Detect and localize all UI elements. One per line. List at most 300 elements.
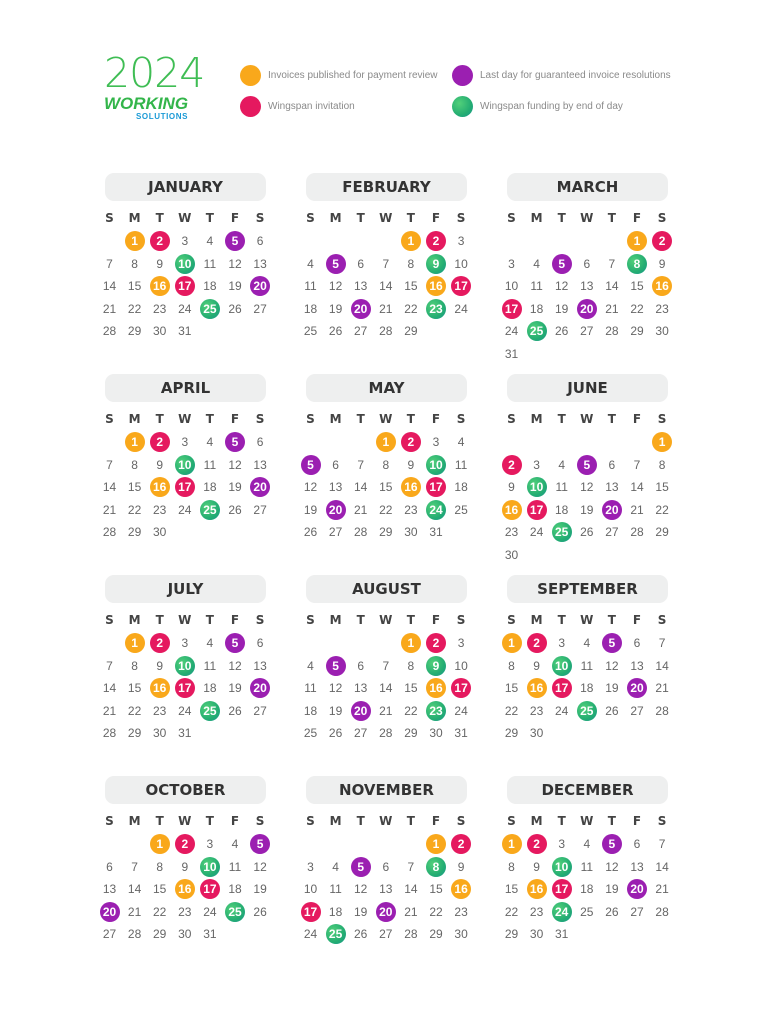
day-cell-marked: 5 (225, 231, 245, 251)
day-cell-marked: 16 (401, 477, 421, 497)
day-cell: 21 (102, 502, 117, 517)
weekday-label: M (329, 814, 342, 828)
weekday-label: S (507, 814, 516, 828)
day-cell-marked: 16 (451, 879, 471, 899)
weekday-label: T (356, 814, 365, 828)
day-cell: 14 (102, 681, 117, 695)
day-cell-marked: 1 (401, 633, 421, 653)
day-cell: 7 (106, 256, 113, 271)
weekday-label: S (456, 211, 466, 225)
legend-label: Wingspan funding by end of day (480, 101, 623, 112)
day-cell-marked: 17 (175, 477, 195, 497)
day-cell-marked: 25 (200, 299, 220, 319)
weekday-label: T (356, 211, 365, 225)
weekday-label: T (557, 814, 566, 828)
weekday-header (298, 814, 473, 830)
day-cell-marked: 17 (301, 902, 321, 922)
day-cell: 13 (580, 279, 594, 293)
day-cell: 27 (253, 703, 267, 718)
day-cell: 6 (332, 457, 339, 472)
weekday-label: T (406, 613, 415, 627)
day-cell: 3 (558, 837, 566, 851)
weekday-label: F (632, 613, 642, 627)
day-cell: 13 (253, 658, 267, 673)
day-cell-marked: 10 (527, 477, 547, 497)
day-cell-marked: 1 (502, 633, 522, 653)
weekday-label: M (329, 211, 342, 225)
day-cell: 4 (231, 837, 239, 851)
day-cell: 11 (304, 279, 317, 293)
day-cell: 31 (178, 324, 192, 338)
day-cell: 14 (127, 882, 142, 896)
weekday-label: S (105, 412, 114, 426)
day-cell-marked: 10 (552, 656, 572, 676)
day-cell: 30 (655, 324, 669, 338)
weekday-label: S (306, 211, 315, 225)
year-title: 2024 (104, 49, 205, 97)
day-cell: 11 (203, 256, 217, 271)
day-cell: 24 (178, 301, 192, 316)
day-cell: 13 (630, 658, 644, 673)
day-cell: 15 (504, 882, 519, 896)
day-cell-marked: 16 (426, 276, 446, 296)
day-cell-marked: 2 (527, 834, 547, 854)
day-cell: 4 (332, 859, 339, 874)
weekday-label: F (230, 211, 240, 225)
month-title: JUNE (507, 374, 668, 402)
day-cell: 28 (354, 525, 368, 539)
day-cell-marked: 16 (527, 879, 547, 899)
day-cell: 9 (533, 658, 540, 673)
day-cell: 29 (127, 726, 142, 740)
day-cell: 22 (655, 502, 669, 517)
weekday-label: S (255, 211, 265, 225)
weekday-label: F (431, 211, 441, 225)
month-title: OCTOBER (105, 776, 266, 804)
company-logo-sub: SOLUTIONS (136, 112, 189, 121)
day-cell: 26 (228, 301, 242, 316)
day-cell: 7 (106, 658, 113, 673)
day-cell: 30 (178, 927, 192, 941)
day-cell: 26 (303, 525, 318, 539)
day-cell: 14 (354, 480, 368, 494)
day-cell: 27 (328, 525, 343, 539)
day-cell: 14 (655, 658, 669, 673)
day-cell: 27 (580, 324, 594, 338)
weekday-label: M (530, 211, 543, 225)
weekday-label: S (507, 412, 516, 426)
day-cell: 18 (328, 904, 343, 919)
weekday-label: S (255, 613, 265, 627)
weekday-label: T (356, 412, 365, 426)
day-cell: 18 (303, 301, 318, 316)
day-cell: 26 (228, 703, 242, 718)
weekday-label: F (431, 412, 441, 426)
day-cell: 7 (608, 256, 616, 271)
weekday-label: S (657, 613, 667, 627)
day-cell: 8 (156, 859, 164, 874)
day-cell-marked: 1 (652, 432, 672, 452)
month-title: DECEMBER (507, 776, 668, 804)
day-cell-marked: 16 (527, 678, 547, 698)
day-cell-marked: 2 (451, 834, 471, 854)
day-cell: 6 (633, 837, 641, 851)
day-cell: 24 (454, 301, 468, 316)
day-cell: 21 (102, 703, 117, 718)
weekday-label: T (557, 412, 566, 426)
day-cell-marked: 5 (326, 254, 346, 274)
day-cell: 19 (580, 502, 594, 517)
day-cell: 21 (404, 904, 418, 919)
day-cell-marked: 5 (225, 633, 245, 653)
day-cell: 23 (655, 301, 669, 316)
day-cell: 21 (102, 301, 117, 316)
month-title: JANUARY (105, 173, 266, 201)
weekday-label: T (406, 814, 415, 828)
weekday-label: M (530, 814, 543, 828)
day-cell: 7 (407, 859, 415, 874)
weekday-label: T (607, 613, 616, 627)
day-cell: 24 (555, 703, 569, 718)
day-cell: 11 (454, 457, 468, 472)
day-cell: 12 (228, 658, 242, 673)
day-cell: 14 (379, 279, 393, 293)
day-cell: 22 (379, 502, 393, 517)
day-cell-marked: 17 (200, 879, 220, 899)
day-cell: 3 (181, 234, 189, 248)
weekday-label: M (329, 613, 342, 627)
day-cell: 30 (529, 726, 544, 740)
weekday-label: T (155, 412, 164, 426)
day-cell: 23 (529, 703, 544, 718)
day-cell: 13 (379, 882, 393, 896)
day-cell-marked: 2 (150, 633, 170, 653)
day-cell: 22 (127, 301, 142, 316)
day-cell-marked: 16 (502, 500, 522, 520)
day-cell: 4 (206, 636, 214, 650)
day-cell: 7 (658, 636, 666, 650)
legend-item-last-day-resolutions (452, 65, 671, 86)
legend-item-invoices-published (240, 65, 438, 86)
day-cell: 28 (127, 927, 142, 941)
month-title: MARCH (507, 173, 668, 201)
day-cell-marked: 10 (175, 656, 195, 676)
day-cell-marked: 25 (225, 902, 245, 922)
weekday-header (97, 814, 272, 830)
day-cell: 10 (504, 279, 519, 293)
day-cell: 28 (102, 726, 117, 740)
day-cell: 11 (228, 859, 242, 874)
day-cell: 23 (153, 502, 167, 517)
day-cell-marked: 5 (250, 834, 270, 854)
day-cell-marked: 17 (451, 276, 471, 296)
day-cell: 21 (655, 882, 669, 896)
day-cell: 27 (253, 502, 267, 517)
day-cell: 15 (655, 480, 669, 494)
day-cell-marked: 1 (426, 834, 446, 854)
day-cell: 12 (328, 279, 343, 293)
day-cell-marked: 20 (627, 879, 647, 899)
weekday-label: S (255, 814, 265, 828)
weekday-label: M (530, 412, 543, 426)
weekday-header (97, 211, 272, 227)
day-cell: 19 (605, 882, 619, 896)
day-cell: 18 (580, 882, 594, 896)
day-cell: 27 (253, 301, 267, 316)
day-cell: 9 (156, 658, 164, 673)
month-title: AUGUST (306, 575, 467, 603)
day-cell: 27 (379, 927, 393, 941)
day-cell-marked: 24 (552, 902, 572, 922)
day-cell-marked: 20 (100, 902, 120, 922)
weekday-label: F (230, 412, 240, 426)
day-cell: 3 (181, 636, 189, 650)
weekday-header (298, 613, 473, 629)
day-cell: 30 (529, 927, 544, 941)
day-cell: 7 (357, 457, 365, 472)
weekday-label: W (379, 814, 393, 828)
day-cell: 29 (404, 726, 418, 740)
day-cell: 29 (153, 927, 167, 941)
day-cell: 6 (106, 859, 113, 874)
day-cell: 3 (432, 435, 440, 449)
day-cell-marked: 1 (502, 834, 522, 854)
day-cell: 9 (156, 256, 164, 271)
day-cell: 14 (102, 480, 117, 494)
month-title: SEPTEMBER (507, 575, 668, 603)
day-cell-marked: 16 (652, 276, 672, 296)
day-cell: 27 (630, 904, 644, 919)
day-cell: 4 (206, 234, 214, 248)
weekday-header (97, 613, 272, 629)
day-cell: 10 (303, 882, 318, 896)
day-cell-marked: 1 (401, 231, 421, 251)
weekday-label: S (105, 613, 114, 627)
legend-dot-green-icon (452, 96, 473, 117)
day-cell-marked: 24 (426, 500, 446, 520)
day-cell: 15 (404, 681, 418, 695)
day-cell: 8 (658, 457, 666, 472)
day-cell: 24 (504, 324, 519, 338)
day-cell: 13 (253, 457, 267, 472)
day-cell: 31 (429, 525, 443, 539)
day-cell-marked: 5 (552, 254, 572, 274)
day-cell: 15 (153, 882, 167, 896)
day-cell-marked: 2 (426, 633, 446, 653)
day-cell-marked: 2 (175, 834, 195, 854)
day-cell: 9 (156, 457, 164, 472)
day-cell: 26 (555, 324, 569, 338)
day-cell: 21 (354, 502, 368, 517)
day-cell: 8 (407, 256, 415, 271)
day-cell: 18 (555, 502, 569, 517)
day-cell: 8 (131, 457, 138, 472)
weekday-label: S (456, 412, 466, 426)
day-cell: 6 (357, 658, 365, 673)
day-cell: 28 (605, 324, 619, 338)
day-cell: 10 (454, 256, 468, 271)
day-cell: 19 (328, 703, 343, 718)
day-cell: 4 (307, 256, 314, 271)
weekday-label: W (379, 412, 393, 426)
day-cell: 3 (558, 636, 566, 650)
day-cell: 22 (153, 904, 167, 919)
day-cell: 15 (127, 279, 142, 293)
day-cell: 18 (529, 301, 544, 316)
day-cell-marked: 17 (552, 879, 572, 899)
weekday-label: S (456, 814, 466, 828)
day-cell-marked: 17 (451, 678, 471, 698)
day-cell-marked: 20 (627, 678, 647, 698)
weekday-header (499, 412, 674, 428)
day-cell: 28 (379, 726, 393, 740)
weekday-label: T (607, 412, 616, 426)
weekday-label: M (128, 211, 141, 225)
day-cell: 8 (131, 256, 138, 271)
day-cell-marked: 17 (502, 299, 522, 319)
day-cell: 29 (655, 525, 669, 539)
day-cell: 21 (655, 681, 669, 695)
day-cell: 13 (102, 882, 117, 896)
day-cell: 8 (508, 658, 515, 673)
legend-dot-pink-icon (240, 96, 261, 117)
day-cell-marked: 2 (150, 432, 170, 452)
day-cell-marked: 25 (552, 522, 572, 542)
day-cell: 18 (203, 681, 217, 695)
day-cell-marked: 5 (225, 432, 245, 452)
day-cell: 15 (429, 882, 443, 896)
day-cell-marked: 10 (175, 455, 195, 475)
weekday-label: M (128, 412, 141, 426)
day-cell-marked: 1 (125, 231, 145, 251)
day-cell: 29 (429, 927, 443, 941)
weekday-label: F (632, 814, 642, 828)
day-cell: 19 (605, 681, 619, 695)
day-cell: 24 (203, 904, 217, 919)
day-cell: 29 (379, 525, 393, 539)
weekday-label: W (580, 613, 594, 627)
day-cell-marked: 20 (577, 299, 597, 319)
day-cell: 27 (354, 324, 368, 338)
weekday-label: S (255, 412, 265, 426)
day-cell: 24 (178, 703, 192, 718)
day-cell: 28 (655, 703, 669, 718)
day-cell: 28 (404, 927, 418, 941)
day-cell: 30 (429, 726, 443, 740)
day-cell: 15 (127, 480, 142, 494)
day-cell: 7 (382, 658, 390, 673)
day-cell: 31 (178, 726, 192, 740)
weekday-label: W (178, 211, 192, 225)
company-logo: WORKING (104, 94, 189, 113)
weekday-label: W (178, 613, 192, 627)
day-cell: 25 (580, 904, 594, 919)
day-cell: 8 (407, 658, 415, 673)
day-cell: 21 (630, 502, 644, 517)
day-cell-marked: 9 (426, 254, 446, 274)
day-cell-marked: 20 (376, 902, 396, 922)
day-cell: 30 (153, 525, 167, 539)
weekday-label: S (657, 412, 667, 426)
day-cell: 23 (153, 301, 167, 316)
day-cell: 3 (181, 435, 189, 449)
weekday-label: T (205, 814, 214, 828)
day-cell: 9 (407, 457, 415, 472)
day-cell-marked: 23 (426, 701, 446, 721)
weekday-label: T (356, 613, 365, 627)
legend-item-wingspan-funding (452, 96, 623, 117)
day-cell: 13 (253, 256, 267, 271)
weekday-label: S (456, 613, 466, 627)
day-cell: 26 (605, 703, 619, 718)
weekday-label: F (230, 814, 240, 828)
day-cell: 3 (457, 636, 465, 650)
day-cell-marked: 10 (552, 857, 572, 877)
day-cell: 12 (580, 480, 594, 494)
weekday-header (499, 613, 674, 629)
day-cell-marked: 16 (150, 276, 170, 296)
weekday-label: S (306, 412, 315, 426)
weekday-label: T (406, 412, 415, 426)
day-cell: 23 (153, 703, 167, 718)
day-cell: 29 (127, 324, 142, 338)
weekday-label: F (230, 613, 240, 627)
weekday-label: T (607, 814, 616, 828)
day-cell: 29 (630, 324, 644, 338)
weekday-label: W (580, 814, 594, 828)
day-cell: 9 (658, 256, 666, 271)
day-cell: 30 (404, 525, 418, 539)
day-cell-marked: 2 (426, 231, 446, 251)
day-cell-marked: 16 (426, 678, 446, 698)
day-cell: 21 (379, 703, 393, 718)
day-cell-marked: 8 (426, 857, 446, 877)
day-cell: 28 (655, 904, 669, 919)
day-cell: 13 (354, 681, 368, 695)
day-cell: 11 (304, 681, 317, 695)
weekday-label: F (632, 211, 642, 225)
day-cell: 23 (504, 525, 519, 539)
day-cell: 13 (630, 859, 644, 874)
day-cell: 29 (504, 726, 519, 740)
day-cell: 26 (605, 904, 619, 919)
day-cell: 12 (228, 256, 242, 271)
day-cell: 27 (354, 726, 368, 740)
day-cell-marked: 25 (326, 924, 346, 944)
day-cell: 14 (630, 480, 644, 494)
day-cell-marked: 2 (502, 455, 522, 475)
day-cell: 11 (580, 658, 594, 673)
weekday-header (97, 412, 272, 428)
day-cell-marked: 20 (250, 276, 270, 296)
month-title: FEBRUARY (306, 173, 467, 201)
day-cell-marked: 1 (627, 231, 647, 251)
day-cell: 9 (181, 859, 189, 874)
day-cell: 22 (127, 502, 142, 517)
day-cell: 4 (307, 658, 314, 673)
day-cell: 4 (583, 837, 591, 851)
day-cell: 26 (328, 726, 343, 740)
day-cell: 4 (457, 435, 465, 449)
day-cell: 7 (382, 256, 390, 271)
day-cell: 15 (379, 480, 393, 494)
weekday-label: W (580, 211, 594, 225)
day-cell: 29 (504, 927, 519, 941)
weekday-label: S (507, 211, 516, 225)
day-cell: 19 (228, 480, 242, 494)
month-title: APRIL (105, 374, 266, 402)
day-cell: 27 (605, 525, 619, 539)
